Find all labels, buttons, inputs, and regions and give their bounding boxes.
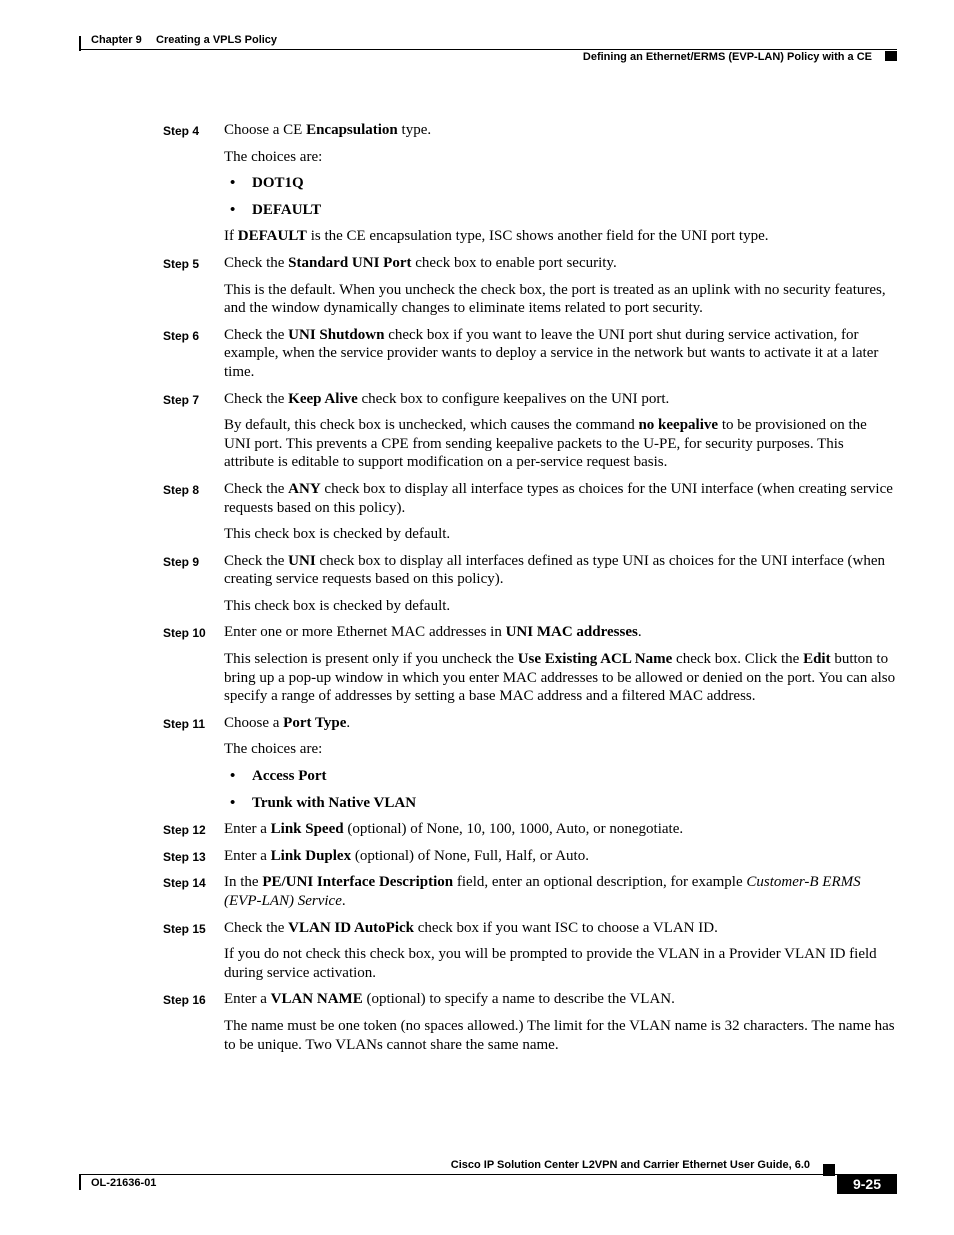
step [0, 820, 954, 839]
step-paragraph [224, 1017, 896, 1054]
step-paragraph [224, 326, 896, 382]
step-paragraph [224, 552, 896, 589]
step [0, 254, 954, 318]
step-paragraph [224, 650, 896, 706]
step [0, 552, 954, 616]
text-run: . [346, 714, 351, 731]
text-run: Check the [224, 552, 289, 569]
step-label: Step 16 [163, 993, 206, 1008]
step [0, 121, 954, 246]
text-run: The name must be one token (no spaces allowed.) The limit for the VLAN name is 32 characters. The name has to be unique. Two VLANs cannot share the same name. [224, 1017, 895, 1053]
text-run: is the CE encapsulation type, ISC shows another field for the UNI port type. [306, 228, 769, 245]
step-paragraph [224, 740, 896, 759]
ui-term: Link Speed [270, 821, 344, 838]
procedure-steps [0, 121, 954, 1062]
text-run: Enter a [224, 991, 271, 1008]
text-run: button to bring up a pop-up window in which you enter MAC addresses to be allowed or denied on the port. You can also specify a range of addresses by setting a base MAC address and a filtered MAC address. [224, 651, 896, 705]
ui-term: PE/UNI Interface Description [262, 874, 454, 891]
step [0, 990, 954, 1054]
step-paragraph [224, 919, 896, 938]
text-run: check box to enable port security. [411, 254, 617, 271]
step-paragraph [224, 254, 896, 273]
text-run: to be provisioned on the UNI port. This prevents a CPE from sending keepalive packets to the U-PE, for security purposes. This attribute is editable to support modification on a per-service request basis. [224, 417, 867, 471]
ui-term: Standard UNI Port [288, 254, 412, 271]
text-run: The choices are: [224, 148, 323, 165]
step-label: Step 6 [163, 328, 200, 343]
text-run: Check the [224, 919, 289, 936]
step-paragraph [224, 416, 896, 472]
text-run: type. [397, 122, 432, 138]
text-run: check box if you want ISC to choose a VLAN ID. [414, 919, 718, 936]
text-run: Choose a [224, 714, 284, 731]
list-item-label: DEFAULT [252, 201, 322, 218]
text-run: This check box is checked by default. [224, 526, 451, 543]
step-label: Step 8 [163, 482, 200, 497]
ui-term: Link Duplex [270, 847, 352, 864]
step-paragraph [224, 990, 896, 1009]
text-run: The choices are: [224, 741, 323, 758]
choice-list [0, 174, 954, 219]
ui-term: UNI Shutdown [288, 326, 385, 343]
header-section-title: Defining an Ethernet/ERMS (EVP-LAN) Policy with a CE [582, 51, 872, 63]
text-run: check box. Click the [672, 651, 804, 668]
list-item [230, 201, 954, 220]
ui-term: no keepalive [638, 417, 719, 434]
step [0, 480, 954, 544]
step-label: Step 10 [163, 626, 206, 641]
step-paragraph [224, 945, 896, 982]
step-paragraph [224, 714, 896, 733]
text-run: Choose a CE [224, 122, 307, 138]
ui-term: Port Type [283, 714, 347, 731]
step-label: Step 5 [163, 256, 200, 271]
step-paragraph [224, 390, 896, 409]
text-run: Check the [224, 480, 289, 497]
step [0, 390, 954, 472]
text-run: If [224, 228, 238, 245]
list-item [230, 794, 954, 813]
step-paragraph [224, 820, 896, 839]
ui-term: UNI MAC addresses [505, 624, 638, 641]
text-run: . [637, 624, 642, 641]
text-run: In the [224, 874, 263, 891]
text-run: Enter a [224, 847, 271, 864]
list-item [230, 767, 954, 786]
text-run: This check box is checked by default. [224, 597, 451, 614]
text-run: Check the [224, 326, 289, 343]
text-run: field, enter an optional description, for example [453, 874, 747, 891]
footer-doc-number: OL-21636-01 [91, 1177, 157, 1189]
text-run: (optional) of None, 10, 100, 1000, Auto, or nonegotiate. [343, 821, 684, 838]
text-run: Enter a [224, 821, 271, 838]
step-label: Step 7 [163, 392, 200, 407]
list-item [230, 174, 954, 193]
step [0, 919, 954, 983]
text-run: . [341, 893, 346, 909]
ui-term: DEFAULT [237, 228, 307, 245]
text-run: check box to configure keepalives on the UNI port. [357, 390, 670, 407]
text-run: Check the [224, 390, 289, 407]
step-label: Step 4 [163, 124, 200, 138]
text-run: check box to display all interface types as choices for the UNI interface (when creating service requests based on this policy). [224, 480, 893, 516]
ui-term: Use Existing ACL Name [517, 651, 673, 668]
text-run: Check the [224, 254, 289, 271]
text-run: check box if you want to leave the UNI port shut during service activation, for example, when the service provider wants to deploy a service in the network but wants to activate it at a later time. [224, 326, 879, 380]
step-paragraph [224, 148, 896, 167]
step-paragraph [224, 847, 896, 866]
ui-term: VLAN ID AutoPick [288, 919, 415, 936]
step-label: Step 12 [163, 823, 206, 838]
text-run: This selection is present only if you uncheck the [224, 651, 518, 668]
list-item-label: Trunk with Native VLAN [252, 794, 417, 811]
list-item-label: Access Port [252, 768, 327, 785]
step-label: Step 9 [163, 554, 200, 569]
list-item-label: DOT1Q [252, 175, 304, 192]
step [0, 873, 954, 910]
step-paragraph [224, 597, 896, 616]
bullet-icon: • [230, 201, 236, 218]
step [0, 623, 954, 705]
choice-list [0, 767, 954, 812]
text-run: By default, this check box is unchecked, which causes the command [224, 417, 639, 434]
footer-rule [80, 1174, 837, 1175]
step-label: Step 14 [163, 876, 206, 891]
bullet-icon: • [230, 175, 236, 192]
text-run: (optional) to specify a name to describe the VLAN. [362, 991, 675, 1008]
text-run: This is the default. When you uncheck the check box, the port is treated as an uplink with no security features, and the window dynamically changes to eliminate items related to port security. [224, 281, 886, 317]
footer-guide-title: Cisco IP Solution Center L2VPN and Carrier Ethernet User Guide, 6.0 [450, 1159, 810, 1171]
step-paragraph [224, 480, 896, 517]
step-paragraph [224, 525, 896, 544]
ui-term: VLAN NAME [270, 991, 363, 1008]
step-paragraph [224, 227, 896, 246]
step [0, 714, 954, 812]
text-run: If you do not check this check box, you will be prompted to provide the VLAN in a Provider VLAN ID field during service activation. [224, 946, 877, 981]
text-run: check box to display all interfaces defined as type UNI as choices for the UNI interface (when creating service requests based on this policy). [224, 552, 886, 588]
step-paragraph [224, 281, 896, 318]
step [0, 847, 954, 866]
step-paragraph [224, 623, 896, 642]
header-rule [80, 49, 897, 50]
text-run: Enter one or more Ethernet MAC addresses in [224, 624, 506, 641]
bullet-icon: • [230, 768, 236, 785]
step-label: Step 11 [163, 716, 206, 731]
header-marker-block [885, 51, 897, 61]
ui-term: UNI [288, 552, 316, 569]
step [0, 326, 954, 382]
header-chapter-title: Creating a VPLS Policy [156, 34, 278, 46]
header-chapter: Chapter 9 [91, 34, 142, 46]
step-label: Step 13 [163, 849, 206, 864]
bullet-icon: • [230, 794, 236, 811]
ui-term: Keep Alive [288, 390, 358, 407]
ui-term: Edit [803, 651, 831, 668]
text-run: (optional) of None, Full, Half, or Auto. [351, 847, 589, 864]
ui-term: ANY [288, 480, 321, 497]
step-label: Step 15 [163, 921, 206, 936]
footer-page-number: 9-25 [837, 1174, 897, 1194]
step-paragraph [224, 121, 896, 140]
step-paragraph [224, 873, 896, 910]
ui-term: Encapsulation [306, 122, 398, 138]
footer-left-bar [79, 1174, 81, 1190]
example-text: Customer-B ERMS (EVP-LAN) Service [224, 874, 861, 909]
